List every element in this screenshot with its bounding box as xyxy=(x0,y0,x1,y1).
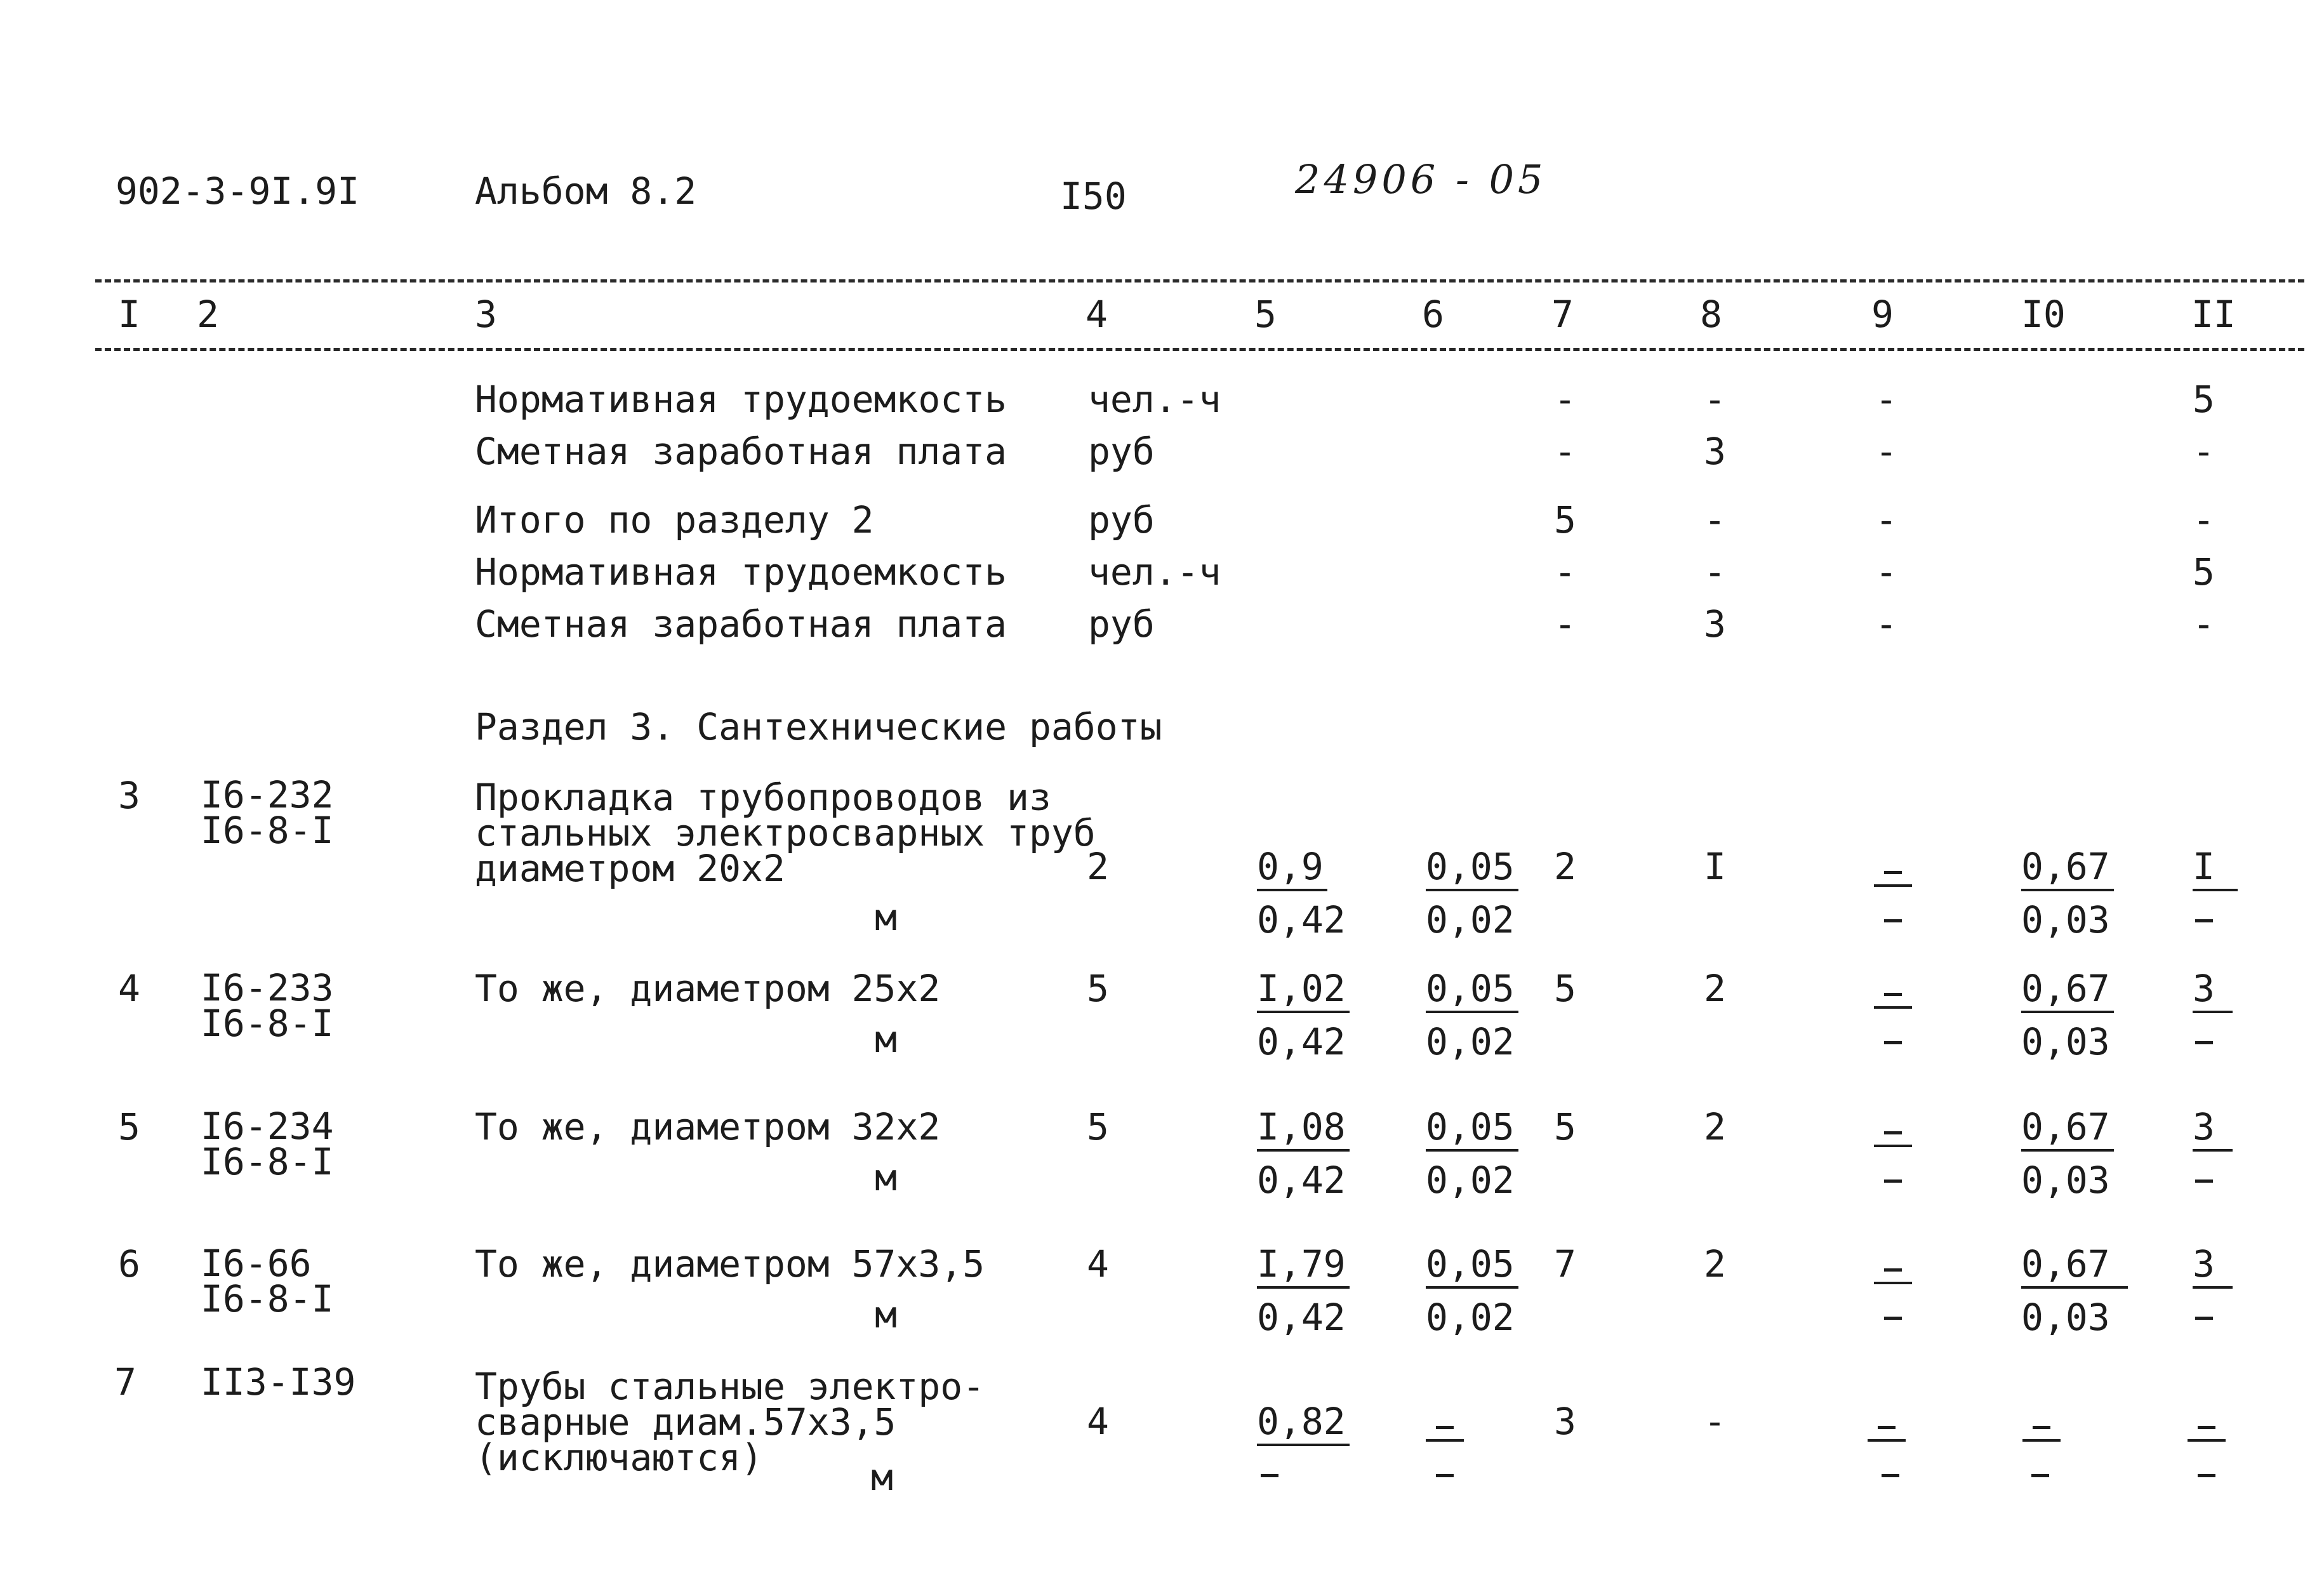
row-description: То же, диаметром 32х2 xyxy=(475,1105,941,1148)
col5-top: 0,9 xyxy=(1257,848,1327,891)
row-description: То же, диаметром 57х3,5 xyxy=(475,1242,985,1286)
row-unit: м xyxy=(875,1293,897,1336)
row-number: 3 xyxy=(118,774,140,817)
summary-col7: - xyxy=(1554,602,1576,646)
col9-dash-fraction xyxy=(1874,871,1912,887)
summary-col7: - xyxy=(1554,550,1576,594)
summary-col9: - xyxy=(1875,602,1897,646)
row-col8: 2 xyxy=(1704,1105,1726,1148)
col6-fraction xyxy=(1426,967,1518,1063)
summary-col8: - xyxy=(1704,498,1726,542)
col6-top: 0,05 xyxy=(1426,970,1518,1013)
summary-col11: - xyxy=(2193,430,2215,473)
description-line: диаметром 20х2 xyxy=(475,847,785,890)
col5-fraction xyxy=(1257,967,1350,1063)
section-title: Раздел 3. Сантехнические работы xyxy=(475,705,1162,748)
row-code: I6-233 xyxy=(201,966,334,1009)
summary-col11: 5 xyxy=(2193,378,2215,421)
row-code: I6-8-I xyxy=(201,1140,334,1183)
column-header-9: 9 xyxy=(1871,293,1894,336)
row-col8: 2 xyxy=(1704,1242,1726,1286)
row-description xyxy=(475,776,1096,890)
col10-fraction xyxy=(2021,1105,2114,1202)
col11-dash-fraction xyxy=(2188,1426,2226,1442)
description-line: стальных электросварных труб xyxy=(475,811,1096,854)
summary-col8: 3 xyxy=(1704,430,1726,473)
col11-fraction xyxy=(2193,1105,2233,1152)
row-codes xyxy=(201,1105,334,1183)
column-header-6: 6 xyxy=(1422,293,1444,336)
summary-col7: 5 xyxy=(1554,498,1576,542)
summary-col9: - xyxy=(1875,378,1897,421)
header-rule-top xyxy=(95,279,2304,282)
col9-bottom-dash xyxy=(1884,919,1902,922)
row-unit: м xyxy=(875,1156,897,1199)
summary-name: Сметная заработная плата xyxy=(475,430,1007,473)
col9-dash-fraction xyxy=(1874,1268,1912,1284)
handwritten-number: 24906 - 05 xyxy=(1295,156,1547,203)
row-code: I6-8-I xyxy=(201,1002,334,1045)
col5-fraction xyxy=(1257,1105,1350,1202)
summary-name: Итого по разделу 2 xyxy=(475,498,874,542)
column-header-11: II xyxy=(2191,293,2236,336)
summary-col8: - xyxy=(1704,550,1726,594)
col6-fraction xyxy=(1426,1105,1518,1202)
col10-bottom: 0,03 xyxy=(2021,898,2110,941)
col11-top: 3 xyxy=(2193,1246,2233,1289)
summary-col9: - xyxy=(1875,550,1897,594)
row-col7: 3 xyxy=(1554,1400,1576,1443)
col9-bottom-dash xyxy=(1884,1317,1902,1320)
col5-bottom: 0,42 xyxy=(1257,1296,1346,1339)
col10-bottom: 0,03 xyxy=(2021,1159,2110,1202)
summary-col9: - xyxy=(1875,498,1897,542)
col5-top: I,02 xyxy=(1257,970,1350,1013)
col6-bottom: 0,02 xyxy=(1426,898,1515,941)
column-header-5: 5 xyxy=(1254,293,1277,336)
col6-fraction xyxy=(1426,1242,1518,1339)
col10-bottom-dash xyxy=(2031,1474,2049,1477)
col11-fraction xyxy=(2193,1242,2233,1289)
col10-top: 0,67 xyxy=(2021,848,2114,891)
column-header-2: 2 xyxy=(197,293,219,336)
col11-bottom-dash xyxy=(2195,1041,2213,1044)
row-code: I6-232 xyxy=(201,773,334,816)
col11-top: 3 xyxy=(2193,970,2233,1013)
summary-col8: 3 xyxy=(1704,602,1726,646)
col11-bottom-dash xyxy=(2195,919,2213,922)
col10-fraction xyxy=(2021,1242,2128,1339)
summary-col8: - xyxy=(1704,378,1726,421)
row-unit: м xyxy=(871,1456,893,1499)
row-quantity: 5 xyxy=(1087,967,1109,1010)
col5-bottom: 0,42 xyxy=(1257,898,1346,941)
col10-bottom: 0,03 xyxy=(2021,1020,2110,1063)
summary-name: Сметная заработная плата xyxy=(475,602,1007,646)
col9-bottom-dash xyxy=(1884,1180,1902,1183)
col10-bottom: 0,03 xyxy=(2021,1296,2110,1339)
col5-bottom: 0,42 xyxy=(1257,1020,1346,1063)
summary-unit: чел.-ч xyxy=(1088,550,1221,594)
column-header-8: 8 xyxy=(1700,293,1722,336)
col6-top: 0,05 xyxy=(1426,1246,1518,1289)
row-col7: 5 xyxy=(1554,1105,1576,1148)
header-rule-bottom xyxy=(95,348,2304,351)
row-number: 5 xyxy=(118,1105,140,1148)
summary-col9: - xyxy=(1875,430,1897,473)
col5-fraction xyxy=(1257,845,1346,941)
col6-bottom: 0,02 xyxy=(1426,1020,1515,1063)
col5-top: I,79 xyxy=(1257,1246,1350,1289)
col10-fraction xyxy=(2021,845,2114,941)
album-label: Альбом 8.2 xyxy=(475,169,697,213)
column-header-1: I xyxy=(118,293,140,336)
col11-top: 3 xyxy=(2193,1108,2233,1152)
col6-dash-fraction xyxy=(1426,1426,1464,1442)
summary-unit: руб xyxy=(1088,602,1155,646)
summary-unit: руб xyxy=(1088,430,1155,473)
col9-dash-fraction xyxy=(1874,1131,1912,1147)
col9-bottom-dash xyxy=(1882,1474,1899,1477)
row-col7: 5 xyxy=(1554,967,1576,1010)
row-unit: м xyxy=(875,1018,897,1061)
summary-col11: - xyxy=(2193,602,2215,646)
row-col7: 2 xyxy=(1554,845,1576,888)
column-header-3: 3 xyxy=(475,293,497,336)
description-line: сварные диам.57х3,5 xyxy=(475,1400,896,1444)
row-code: I6-234 xyxy=(201,1105,334,1148)
col6-bottom: 0,02 xyxy=(1426,1296,1515,1339)
col11-bottom-dash xyxy=(2195,1180,2213,1183)
description-line: Прокладка трубопроводов из xyxy=(475,776,1051,819)
row-code: I6-8-I xyxy=(201,809,334,852)
col11-fraction xyxy=(2193,845,2238,891)
summary-col11: - xyxy=(2193,498,2215,542)
row-codes xyxy=(201,966,334,1045)
col6-fraction xyxy=(1426,845,1518,941)
description-line: Трубы стальные электро- xyxy=(475,1365,985,1408)
row-number: 6 xyxy=(118,1242,140,1286)
col5-bottom: 0,42 xyxy=(1257,1159,1346,1202)
row-quantity: 4 xyxy=(1087,1242,1109,1286)
row-description xyxy=(475,1365,985,1479)
row-col8: I xyxy=(1704,845,1726,888)
col11-fraction xyxy=(2193,967,2233,1013)
col5-fraction xyxy=(1257,1242,1350,1339)
summary-name: Нормативная трудоемкость xyxy=(475,550,1007,594)
col9-dash-fraction xyxy=(1874,993,1912,1009)
page-number: I50 xyxy=(1060,175,1127,218)
row-code: I6-66 xyxy=(201,1242,312,1285)
row-quantity: 4 xyxy=(1087,1400,1109,1443)
col11-bottom-dash xyxy=(2198,1474,2215,1477)
row-codes xyxy=(201,1242,334,1320)
row-quantity: 5 xyxy=(1087,1105,1109,1148)
row-col8: - xyxy=(1704,1400,1726,1443)
row-codes xyxy=(201,773,334,852)
description-line: (исключаются) xyxy=(475,1436,763,1479)
summary-unit: руб xyxy=(1088,498,1155,542)
col6-bottom: 0,02 xyxy=(1426,1159,1515,1202)
col10-fraction xyxy=(2021,967,2114,1063)
col6-bottom-dash xyxy=(1436,1474,1454,1477)
column-header-4: 4 xyxy=(1086,293,1108,336)
col9-bottom-dash xyxy=(1884,1041,1902,1044)
row-col8: 2 xyxy=(1704,967,1726,1010)
row-number: 7 xyxy=(114,1360,136,1404)
summary-col7: - xyxy=(1554,430,1576,473)
summary-unit: чел.-ч xyxy=(1088,378,1221,421)
col10-top: 0,67 xyxy=(2021,1108,2114,1152)
col5-bottom-dash xyxy=(1261,1474,1278,1477)
row-number: 4 xyxy=(118,967,140,1010)
col6-top: 0,05 xyxy=(1426,848,1518,891)
col10-top: 0,67 xyxy=(2021,970,2114,1013)
column-header-10: I0 xyxy=(2021,293,2066,336)
summary-name: Нормативная трудоемкость xyxy=(475,378,1007,421)
col9-dash-fraction xyxy=(1868,1426,1906,1442)
document-code: 902-3-9I.9I xyxy=(116,169,360,213)
row-col7: 7 xyxy=(1554,1242,1576,1286)
row-code: II3-I39 xyxy=(201,1360,356,1404)
summary-col11: 5 xyxy=(2193,550,2215,594)
column-header-7: 7 xyxy=(1551,293,1574,336)
summary-col7: - xyxy=(1554,378,1576,421)
col5-fraction xyxy=(1257,1400,1350,1446)
row-description: То же, диаметром 25х2 xyxy=(475,967,941,1010)
row-code: I6-8-I xyxy=(201,1277,334,1320)
col5-top: I,08 xyxy=(1257,1108,1350,1152)
col11-top: I xyxy=(2193,848,2238,891)
row-quantity: 2 xyxy=(1087,845,1109,888)
col11-bottom-dash xyxy=(2195,1317,2213,1320)
col5-top: 0,82 xyxy=(1257,1403,1350,1446)
col10-dash-fraction xyxy=(2022,1426,2061,1442)
col10-top: 0,67 xyxy=(2021,1246,2128,1289)
row-unit: м xyxy=(875,896,897,939)
col6-top: 0,05 xyxy=(1426,1108,1518,1152)
